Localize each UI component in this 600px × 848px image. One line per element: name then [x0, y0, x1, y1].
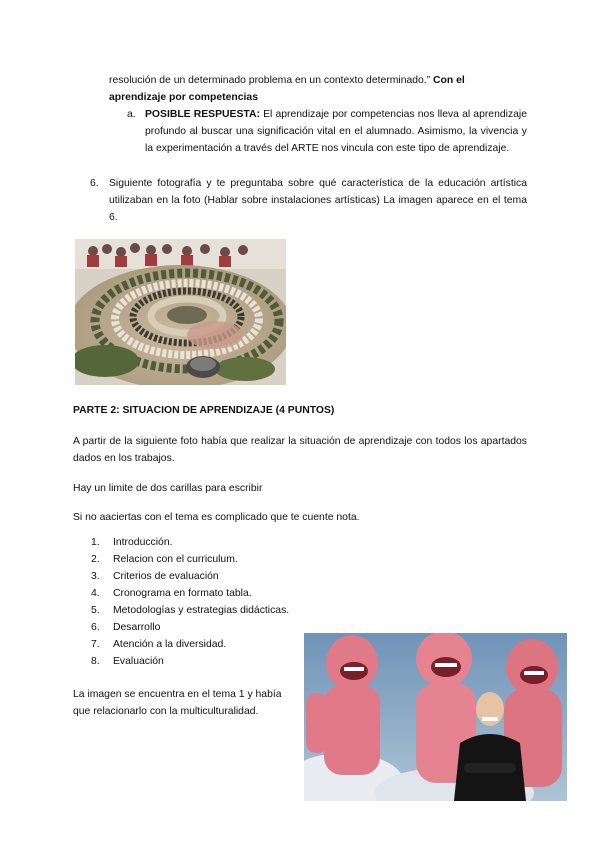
- list-number: 2.: [91, 554, 100, 565]
- list-label: Introducción.: [113, 537, 173, 548]
- answer-paragraph: [145, 106, 527, 157]
- list-item: [91, 568, 311, 585]
- intro-bold-1: Con el: [433, 75, 465, 86]
- list-label: Relacion con el curriculum.: [113, 554, 238, 565]
- closing-paragraph: La imagen se encuentra en el tema 1 y había que relacionarlo con la multiculturalidad.: [73, 689, 282, 717]
- answer-label: POSIBLE RESPUESTA:: [145, 109, 260, 120]
- part2-heading-text: PARTE 2: SITUACION DE APRENDIZAJE (4 PUNTOS): [73, 405, 335, 416]
- intro-paragraph: [109, 72, 527, 106]
- part2-intro-paragraph: A partir de la siguiente foto había que realizar la situación de aprendizaje con todos los apartados dados en los trabajos.: [73, 436, 527, 464]
- intro-bold-2: aprendizaje por competencias: [109, 92, 258, 103]
- list-number: 1.: [91, 537, 100, 548]
- list-number: 3.: [91, 571, 100, 582]
- list-number: 8.: [91, 656, 100, 667]
- list-number: 7.: [91, 639, 100, 650]
- list-item: [91, 619, 311, 636]
- list-item: [91, 602, 311, 619]
- list-label: Criterios de evaluación: [113, 571, 219, 582]
- list-label: Evaluación: [113, 656, 164, 667]
- laughing-figures-photo: [304, 633, 567, 801]
- part2-heading: [73, 402, 533, 419]
- list-number: 6.: [91, 622, 100, 633]
- part2-limit-note: Hay un limite de dos carillas para escribir: [73, 483, 263, 494]
- installation-photo: [75, 239, 286, 385]
- answer-marker: a.: [127, 109, 136, 120]
- list-label: Metodologías y estrategias didácticas.: [113, 605, 290, 616]
- list-item: [91, 585, 311, 602]
- intro-text: resolución de un determinado problema en un contexto determinado.”: [109, 75, 431, 86]
- answer-text: El aprendizaje por competencias nos lleva al aprendizaje profundo al buscar una significación vital en el alumnado. Asimismo, la vivencia y la experimentación a través del ARTE nos vincula con este tipo de aprendizaje.: [145, 109, 528, 154]
- question6-marker: 6.: [90, 178, 99, 189]
- list-number: 5.: [91, 605, 100, 616]
- question6-text: Siguiente fotografía y te preguntaba sobre qué característica de la educación artística utilizaban en la foto (Hablar sobre instalaciones artísticas) La imagen aparece en el tema 6.: [109, 178, 527, 223]
- list-item: [91, 653, 311, 670]
- list-item: [91, 636, 311, 653]
- list-number: 4.: [91, 588, 100, 599]
- list-item: [91, 534, 311, 551]
- list-item: [91, 551, 311, 568]
- list-label: Cronograma en formato tabla.: [113, 588, 252, 599]
- list-label: Atención a la diversidad.: [113, 639, 227, 650]
- sections-list: [91, 534, 311, 670]
- list-label: Desarrollo: [113, 622, 161, 633]
- part2-topic-note: Si no aaciertas con el tema es complicado que te cuente nota.: [73, 512, 360, 523]
